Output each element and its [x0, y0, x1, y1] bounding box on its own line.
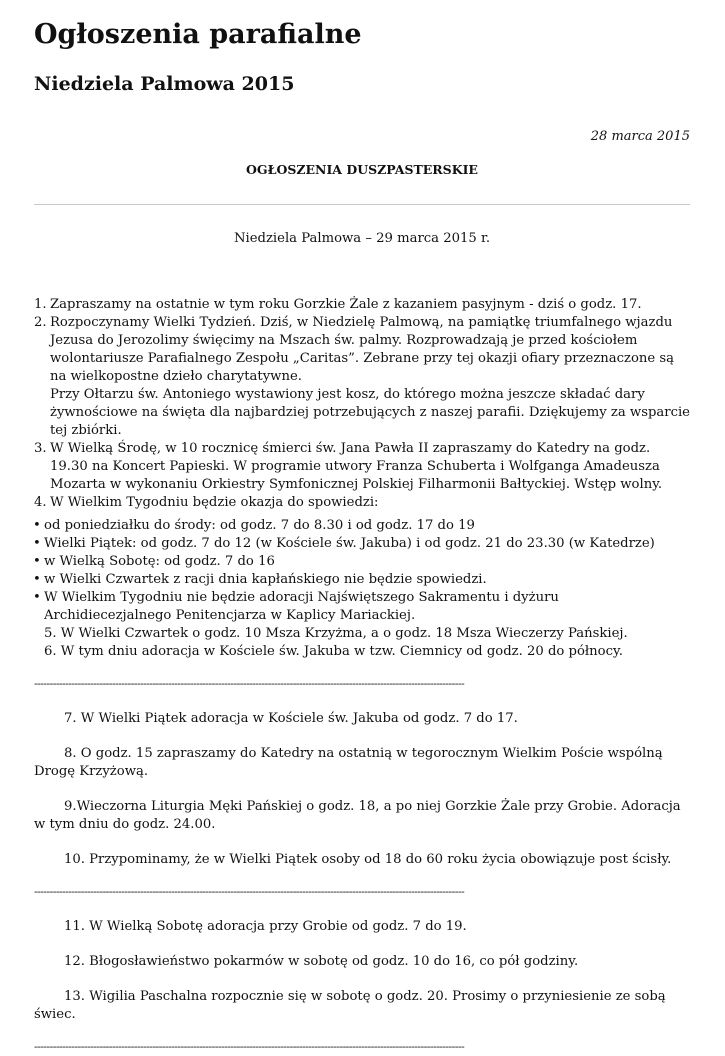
- paragraph: 7. W Wielki Piątek adoracja w Kościele św. Jakuba od godz. 7 do 17.: [64, 711, 518, 726]
- bullet-text: w Wielki Czwartek z racji dnia kapłańskiego nie będzie spowiedzi.: [44, 572, 487, 587]
- item-text: Zapraszamy na ostatnie w tym roku Gorzkie Żale z kazaniem pasyjnym - dziś o godz. 17.: [50, 297, 642, 312]
- bullet-text: Wielki Piątek: od godz. 7 do 12 (w Kościele św. Jakuba) i od godz. 21 do 23.30 (w Katedrze): [44, 536, 655, 551]
- bullet-icon: •: [33, 536, 41, 551]
- paragraph: 9.Wieczorna Liturgia Męki Pańskiej o godz. 18, a po niej Gorzkie Żale przy Grobie. Adoracja w tym dniu do godz. 24.00.: [34, 799, 681, 832]
- post-date: 28 marca 2015: [590, 129, 690, 144]
- item-text: W Wielkim Tygodniu będzie okazja do spowiedzi:: [50, 495, 379, 510]
- list-item: [34, 440, 690, 494]
- item-number: 2.: [34, 315, 47, 330]
- paragraph: 10. Przypominamy, że w Wielki Piątek osoby od 18 do 60 roku życia obowiązuje post ścisły.: [64, 852, 672, 867]
- list-item: [34, 494, 690, 512]
- bullet-icon: •: [33, 590, 41, 605]
- list-item: [34, 535, 690, 553]
- bullet-text: W Wielkim Tygodniu nie będzie adoracji Najświętszego Sakramentu i dyżuru Archidiecezjalnego Penitencjarza w Kaplicy Mariackiej.: [44, 590, 559, 623]
- list-item: 6. W tym dniu adoracja w Kościele św. Jakuba w tzw. Ciemnicy od godz. 20 do północy.: [44, 644, 623, 659]
- item-text-continued: Przy Ołtarzu św. Antoniego wystawiony jest kosz, do którego można jeszcze składać dary żywnościowe na święta dla najbardziej potrzebujących z naszej parafii. Dziękujemy za wsparcie tej zbiórki.: [50, 387, 690, 438]
- list-item: 5. W Wielki Czwartek o godz. 10 Msza Krzyżma, a o godz. 18 Msza Wieczerzy Pańskiej.: [44, 626, 628, 641]
- bullet-icon: •: [33, 518, 41, 533]
- announcements-content: [34, 230, 690, 1056]
- bullet-text: od poniedziałku do środy: od godz. 7 do 8.30 i od godz. 17 do 19: [44, 518, 475, 533]
- section-heading: OGŁOSZENIA DUSZPASTERSKIE: [246, 162, 478, 177]
- divider: [34, 204, 690, 205]
- paragraph: 8. O godz. 15 zapraszamy do Katedry na ostatnią w tegorocznym Wielkim Poście wspólną Drogę Krzyżową.: [34, 746, 663, 779]
- site-title: Ogłoszenia parafialne: [34, 19, 362, 50]
- paragraph: 13. Wigilia Paschalna rozpocznie się w sobotę o godz. 20. Prosimy o przyniesienie ze sobą świec.: [34, 989, 666, 1022]
- item-number: 1.: [34, 297, 47, 312]
- list-item: [34, 553, 690, 571]
- list-item: [34, 517, 690, 535]
- separator-line: ------------------------------------------------------------------------------------------------------------------------------------------: [34, 885, 465, 898]
- list-item: [34, 571, 690, 589]
- sub-items: [34, 625, 690, 661]
- confession-schedule-list: [34, 517, 690, 625]
- item-text: Rozpoczynamy Wielki Tydzień. Dziś, w Niedzielę Palmową, na pamiątkę triumfalnego wjazdu Jezusa do Jerozolimy święcimy na Mszach św. palmy. Rozprowadzają je przed kościołem wolontariusze Parafialnego Zespołu „Caritas”. Zebrane przy tej okazji ofiary przeznaczone są na wielkopostne dzieło charytatywne.: [50, 315, 675, 384]
- list-item: [34, 314, 690, 440]
- paragraph: 11. W Wielką Sobotę adoracja przy Grobie od godz. 7 do 19.: [64, 919, 467, 934]
- page-subtitle: Niedziela Palmowa 2015: [34, 73, 295, 95]
- list-item: [34, 296, 690, 314]
- announcements-list: [34, 296, 690, 512]
- separator-line: ------------------------------------------------------------------------------------------------------------------------------------------: [34, 677, 465, 690]
- item-text: W Wielką Środę, w 10 rocznicę śmierci św. Jana Pawła II zapraszamy do Katedry na godz. 19.30 na Koncert Papieski. W programie utwory Franza Schuberta i Wolfganga Amadeusza Mozarta w wykonaniu Orkiestry Symfonicznej Polskiej Filharmonii Bałtyckiej. Wstęp wolny.: [50, 441, 663, 492]
- bullet-icon: •: [33, 554, 41, 569]
- list-item: [34, 589, 690, 625]
- bullet-text: w Wielką Sobotę: od godz. 7 do 16: [44, 554, 275, 569]
- separator-line: ------------------------------------------------------------------------------------------------------------------------------------------: [34, 1040, 465, 1053]
- date-line: Niedziela Palmowa – 29 marca 2015 r.: [233, 231, 491, 246]
- paragraph: 12. Błogosławieństwo pokarmów w sobotę od godz. 10 do 16, co pół godziny.: [64, 954, 579, 969]
- bullet-icon: •: [33, 572, 41, 587]
- item-number: 4.: [34, 495, 47, 510]
- item-number: 3.: [34, 441, 47, 456]
